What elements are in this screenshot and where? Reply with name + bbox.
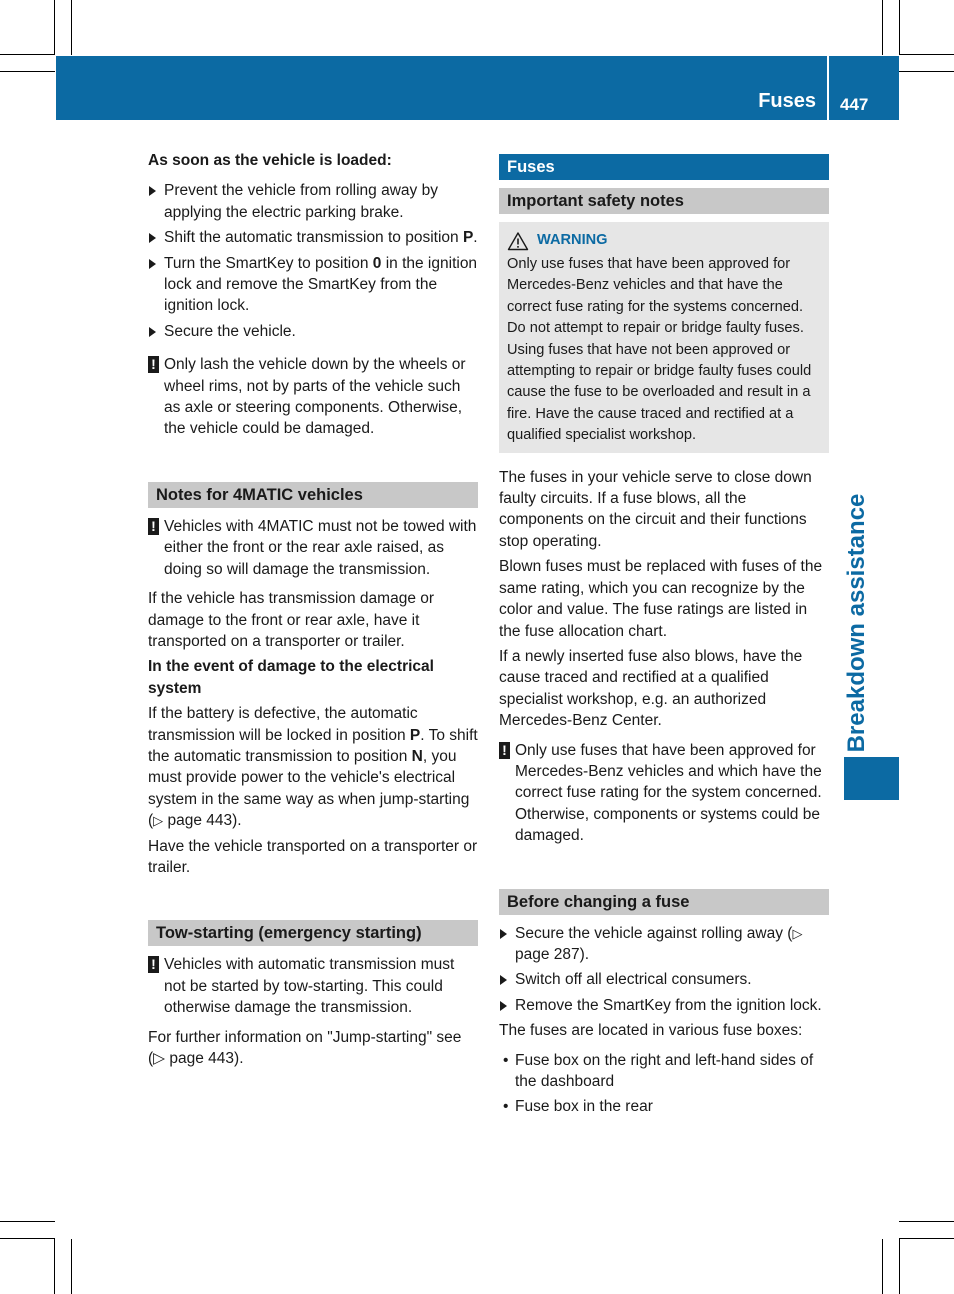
exclamation-icon: ! [148, 518, 159, 535]
crop-mark [899, 1221, 954, 1222]
tow-note: ! Vehicles with automatic transmission must not be started by tow-starting. This could otherwise damage the transmission. [148, 954, 478, 1018]
step-item: Shift the automatic transmission to position P. [148, 227, 478, 248]
fuses-heading: Fuses [499, 154, 829, 180]
list-item: • Fuse box on the right and left-hand sides of the dashboard [499, 1050, 829, 1093]
crop-mark [899, 54, 954, 55]
fuse-locations [499, 1050, 829, 1118]
page-number: 447 [840, 95, 869, 114]
side-tab-marker [844, 757, 899, 800]
lash-note: ! Only lash the vehicle down by the wheels or wheel rims, not by parts of the vehicle such as axle or steering components. Otherwise, the vehicle could be damaged. [148, 354, 478, 440]
matic-note: ! Vehicles with 4MATIC must not be towed with either the front or the rear axle raised, as doing so will damage the transmission. [148, 516, 478, 580]
step-item: Prevent the vehicle from rolling away by applying the electric parking brake. [148, 180, 478, 223]
fuses-paragraph-3: If a newly inserted fuse also blows, have the cause traced and rectified at a qualified specialist workshop, e.g. an authorized Mercedes-Benz Center. [499, 647, 803, 730]
crop-mark [899, 1238, 954, 1239]
side-tab-label: Breakdown assistance [843, 493, 870, 753]
warning-title: WARNING [507, 228, 821, 254]
fuse-note: ! Only use fuses that have been approved for Mercedes-Benz vehicles and which have the correct fuse rating for the system concerned. Otherwise, components or systems could be damaged. [499, 740, 829, 847]
crop-mark [0, 1221, 55, 1222]
step-item: Remove the SmartKey from the ignition lock. [499, 995, 829, 1016]
tow-heading: Tow-starting (emergency starting) [148, 920, 478, 946]
warning-text: Only use fuses that have been approved for Mercedes-Benz vehicles and that have the correct fuse rating for the systems concerned. Do not attempt to repair or bridge faulty fuses. Using fuses that have not been approved or attempting to repair or bridge faulty fuses could cause the fuse to be overloaded and result in a fire. Have the cause traced and rectified at a qualified specialist workshop. [507, 256, 812, 444]
crop-mark [899, 71, 954, 72]
exclamation-icon: ! [148, 356, 159, 373]
loaded-heading: As soon as the vehicle is loaded: [148, 152, 392, 169]
located-paragraph: The fuses are located in various fuse boxes: [499, 1022, 803, 1040]
crop-mark [882, 1239, 883, 1294]
crop-mark [0, 1238, 55, 1239]
crop-mark [882, 0, 883, 55]
crop-mark [0, 54, 55, 55]
exclamation-icon: ! [499, 742, 510, 759]
list-item: • Fuse box in the rear [499, 1096, 829, 1117]
fuses-paragraph-2: Blown fuses must be replaced with fuses of the same rating, which you can recognize by the color and value. The fuse ratings are listed in the fuse allocation chart. [499, 558, 823, 640]
crop-mark [54, 0, 55, 55]
electrical-paragraph: If the battery is defective, the automatic transmission will be locked in position P. To shift the automatic transmission to position N, you must provide power to the vehicle's electrical system in the same way as when jump-starting (▷ page 443). [148, 705, 478, 830]
exclamation-icon: ! [148, 956, 159, 973]
crop-mark [71, 1239, 72, 1294]
warning-triangle-icon [507, 231, 529, 251]
matic-heading: Notes for 4MATIC vehicles [148, 482, 478, 508]
crop-mark [899, 1239, 900, 1294]
loaded-steps [148, 180, 478, 342]
header-section-title: Fuses [758, 90, 816, 112]
crop-mark [0, 71, 55, 72]
step-item: Secure the vehicle against rolling away (▷ page 287). [499, 923, 829, 966]
fuses-paragraph-1: The fuses in your vehicle serve to close down faulty circuits. If a fuse blows, all the components on the circuit and their functions stop operating. [499, 468, 812, 550]
electrical-paragraph-2: Have the vehicle transported on a transporter or trailer. [148, 837, 478, 876]
step-item: Switch off all electrical consumers. [499, 969, 829, 990]
header-divider [827, 56, 829, 120]
step-item: Secure the vehicle. [148, 321, 478, 342]
tow-paragraph: For further information on "Jump-starting" see (▷ page 443). [148, 1028, 462, 1067]
left-column [148, 150, 478, 1073]
electrical-heading: In the event of damage to the electrical system [148, 658, 434, 697]
crop-mark [54, 1239, 55, 1294]
before-steps [499, 923, 829, 1017]
step-item: Turn the SmartKey to position 0 in the ignition lock and remove the SmartKey from the ignition lock. [148, 253, 478, 317]
before-heading: Before changing a fuse [499, 889, 829, 915]
crop-mark [899, 0, 900, 55]
matic-paragraph: If the vehicle has transmission damage or damage to the front or rear axle, have it transported on a transporter or trailer. [148, 590, 435, 650]
crop-mark [71, 0, 72, 55]
warning-box [499, 222, 829, 453]
safety-heading: Important safety notes [499, 188, 829, 214]
right-column [499, 154, 829, 1122]
